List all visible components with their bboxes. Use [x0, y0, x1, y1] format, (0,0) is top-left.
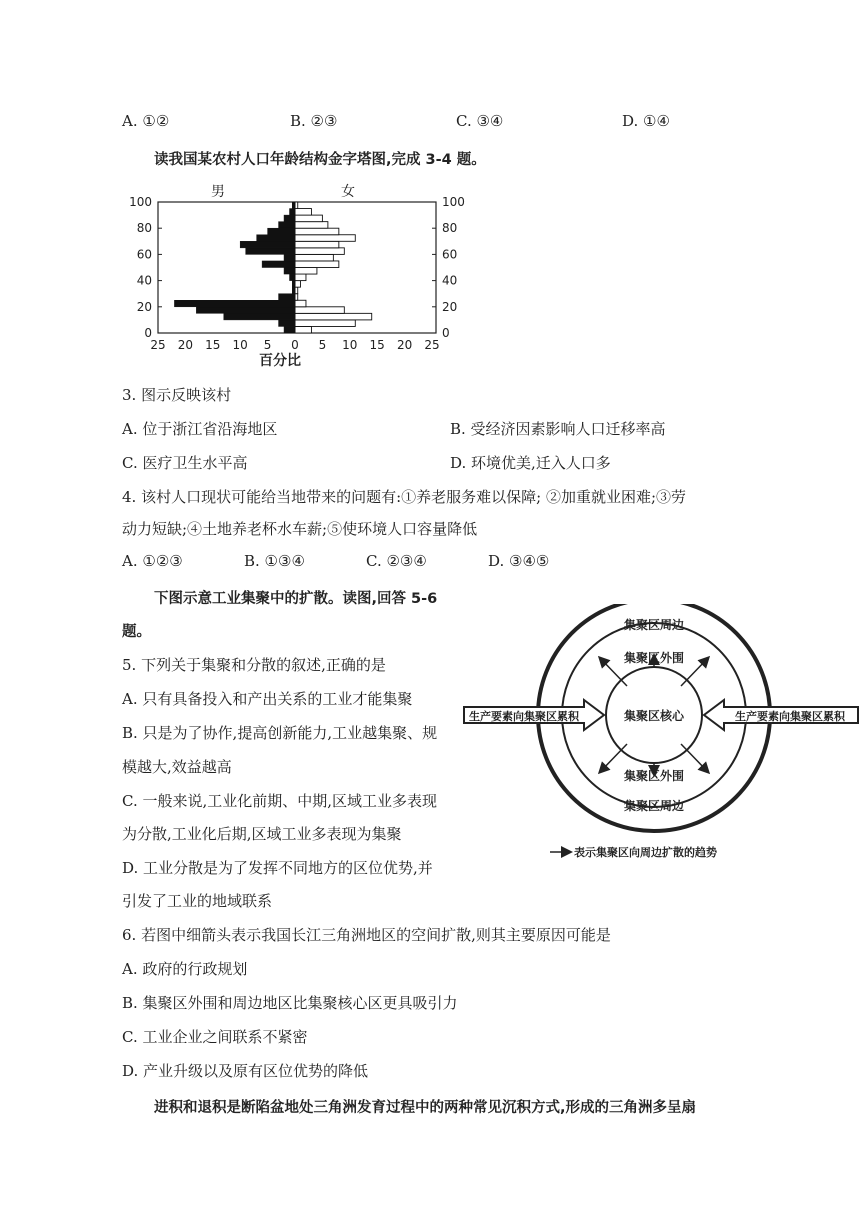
male-bar	[268, 228, 295, 235]
outer-top-label: 集聚区周边	[623, 618, 685, 632]
q2-option-c: C. ③④	[456, 112, 504, 130]
male-bar	[284, 268, 295, 275]
q3-option-a: A. 位于浙江省沿海地区	[122, 420, 278, 438]
male-bar	[279, 294, 295, 301]
x-tick-label-left: 25	[150, 338, 166, 352]
female-bar	[295, 241, 339, 248]
female-bar	[295, 215, 322, 222]
y-tick-label-left: 60	[136, 247, 152, 262]
pyramid-x-axis-label: 百分比	[259, 353, 301, 369]
q6-stem: 6. 若图中细箭头表示我国长江三角洲地区的空间扩散,则其主要原因可能是	[122, 926, 611, 944]
x-tick-label-right: 10	[342, 338, 358, 352]
female-bar	[295, 254, 333, 261]
q3-option-c: C. 医疗卫生水平高	[122, 454, 248, 472]
q3-stem: 3. 图示反映该村	[122, 386, 232, 404]
outer-bottom-label: 集聚区周边	[623, 799, 685, 813]
q6-option-c: C. 工业企业之间联系不紧密	[122, 1028, 308, 1046]
y-tick-label-left: 100	[129, 195, 152, 209]
female-bar	[295, 248, 344, 255]
y-tick-label-left: 20	[136, 299, 152, 314]
q5-option-b-line1: B. 只是为了协作,提高创新能力,工业越集聚、规	[122, 724, 438, 742]
q4-stem-line1: 4. 该村人口现状可能给当地带来的问题有:①养老服务难以保障; ②加重就业困难;③劳	[122, 488, 687, 506]
female-bar	[295, 228, 339, 235]
q6-option-d: D. 产业升级以及原有区位优势的降低	[122, 1062, 369, 1080]
female-bar	[295, 307, 344, 314]
q6-option-b: B. 集聚区外围和周边地区比集聚核心区更具吸引力	[122, 994, 458, 1012]
y-tick-label-right: 80	[442, 221, 458, 236]
population-pyramid-chart	[118, 180, 478, 370]
female-bar	[295, 261, 339, 268]
male-bar	[284, 254, 295, 261]
female-bar	[295, 268, 317, 275]
q5-option-a: A. 只有具备投入和产出关系的工业才能集聚	[122, 690, 413, 708]
diffusion-arrow	[681, 744, 708, 772]
intro-3-4: 读我国某农村人口年龄结构金字塔图,完成 3-4 题。	[154, 152, 486, 168]
male-bar	[224, 313, 295, 320]
x-tick-label-left: 5	[263, 338, 272, 352]
q5-option-c-line1: C. 一般来说,工业化前期、中期,区域工业多表现	[122, 792, 438, 810]
arrow-right-label: 生产要素向集聚区累积	[735, 710, 845, 723]
x-tick-label-left: 20	[177, 338, 194, 352]
y-tick-label-left: 0	[144, 326, 152, 340]
q4-option-d: D. ③④⑤	[488, 552, 550, 570]
x-tick-label-left: 10	[232, 338, 248, 352]
male-bar	[290, 274, 295, 281]
female-bar	[295, 313, 372, 320]
core-label: 集聚区核心	[623, 709, 685, 723]
diffusion-arrow	[600, 744, 627, 772]
q5-option-d-line1: D. 工业分散是为了发挥不同地方的区位优势,并	[122, 859, 433, 877]
female-bar	[295, 320, 355, 327]
q5-option-b-line2: 模越大,效益越高	[122, 758, 232, 776]
q5-option-c-line2: 为分散,工业化后期,区域工业多表现为集聚	[122, 825, 402, 843]
x-tick-label-left: 15	[205, 338, 221, 352]
x-tick-label-right: 25	[424, 338, 440, 352]
male-bar	[246, 248, 295, 255]
arrow-left-label: 生产要素向集聚区累积	[469, 710, 579, 723]
diffusion-arrow	[600, 658, 627, 686]
y-tick-label-right: 100	[442, 195, 465, 209]
male-bar	[279, 320, 295, 327]
male-bar	[257, 235, 295, 242]
female-bar	[295, 209, 311, 216]
q4-option-a: A. ①②③	[122, 552, 183, 570]
middle-bottom-label: 集聚区外围	[623, 769, 685, 783]
industrial-diffusion-diagram	[462, 604, 860, 866]
x-tick-label-right: 20	[396, 338, 413, 352]
q2-option-a: A. ①②	[122, 112, 170, 130]
pyramid-male-label: 男	[211, 184, 225, 200]
male-bar	[284, 215, 295, 222]
male-bar	[240, 241, 295, 248]
middle-top-label: 集聚区外围	[623, 651, 685, 665]
male-bar	[196, 307, 295, 314]
female-bar	[295, 235, 355, 242]
q4-option-c: C. ②③④	[366, 552, 427, 570]
y-tick-label-right: 0	[442, 326, 450, 340]
pyramid-female-label: 女	[341, 184, 355, 200]
female-bar	[295, 274, 306, 281]
female-bar	[295, 222, 328, 229]
y-tick-label-right: 20	[442, 299, 458, 314]
y-tick-label-left: 80	[136, 221, 152, 236]
y-tick-label-right: 40	[442, 273, 458, 288]
intro-5-6-line1: 下图示意工业集聚中的扩散。读图,回答 5-6	[154, 591, 438, 607]
x-tick-label-right: 0	[291, 338, 299, 352]
x-tick-label-right: 5	[318, 338, 327, 352]
x-tick-label-right: 15	[369, 338, 385, 352]
female-bar	[295, 326, 311, 333]
q4-option-b: B. ①③④	[244, 552, 305, 570]
q3-option-d: D. 环境优美,迁入人口多	[450, 454, 611, 472]
y-tick-label-right: 60	[442, 247, 458, 262]
male-bar	[279, 222, 295, 229]
q5-stem: 5. 下列关于集聚和分散的叙述,正确的是	[122, 656, 386, 674]
male-bar	[174, 300, 295, 307]
q4-stem-line2: 动力短缺;④土地养老杯水车薪;⑤使环境人口容量降低	[122, 520, 478, 538]
q3-option-b: B. 受经济因素影响人口迁移率高	[450, 420, 666, 438]
male-bar	[262, 261, 295, 268]
male-bar	[284, 326, 295, 333]
intro-5-6-line2: 题。	[122, 624, 151, 640]
legend-label: 表示集聚区向周边扩散的趋势	[574, 846, 717, 859]
q5-option-d-line2: 引发了工业的地域联系	[122, 892, 273, 910]
q6-option-a: A. 政府的行政规划	[122, 960, 248, 978]
q2-option-d: D. ①④	[622, 112, 670, 130]
male-bar	[290, 209, 295, 216]
intro-next-question: 进积和退积是断陷盆地处三角洲发育过程中的两种常见沉积方式,形成的三角洲多呈扇	[154, 1100, 697, 1116]
q2-option-b: B. ②③	[290, 112, 338, 130]
female-bar	[295, 300, 306, 307]
female-bar	[295, 281, 300, 288]
y-tick-label-left: 40	[136, 273, 152, 288]
diffusion-arrow	[681, 658, 708, 686]
